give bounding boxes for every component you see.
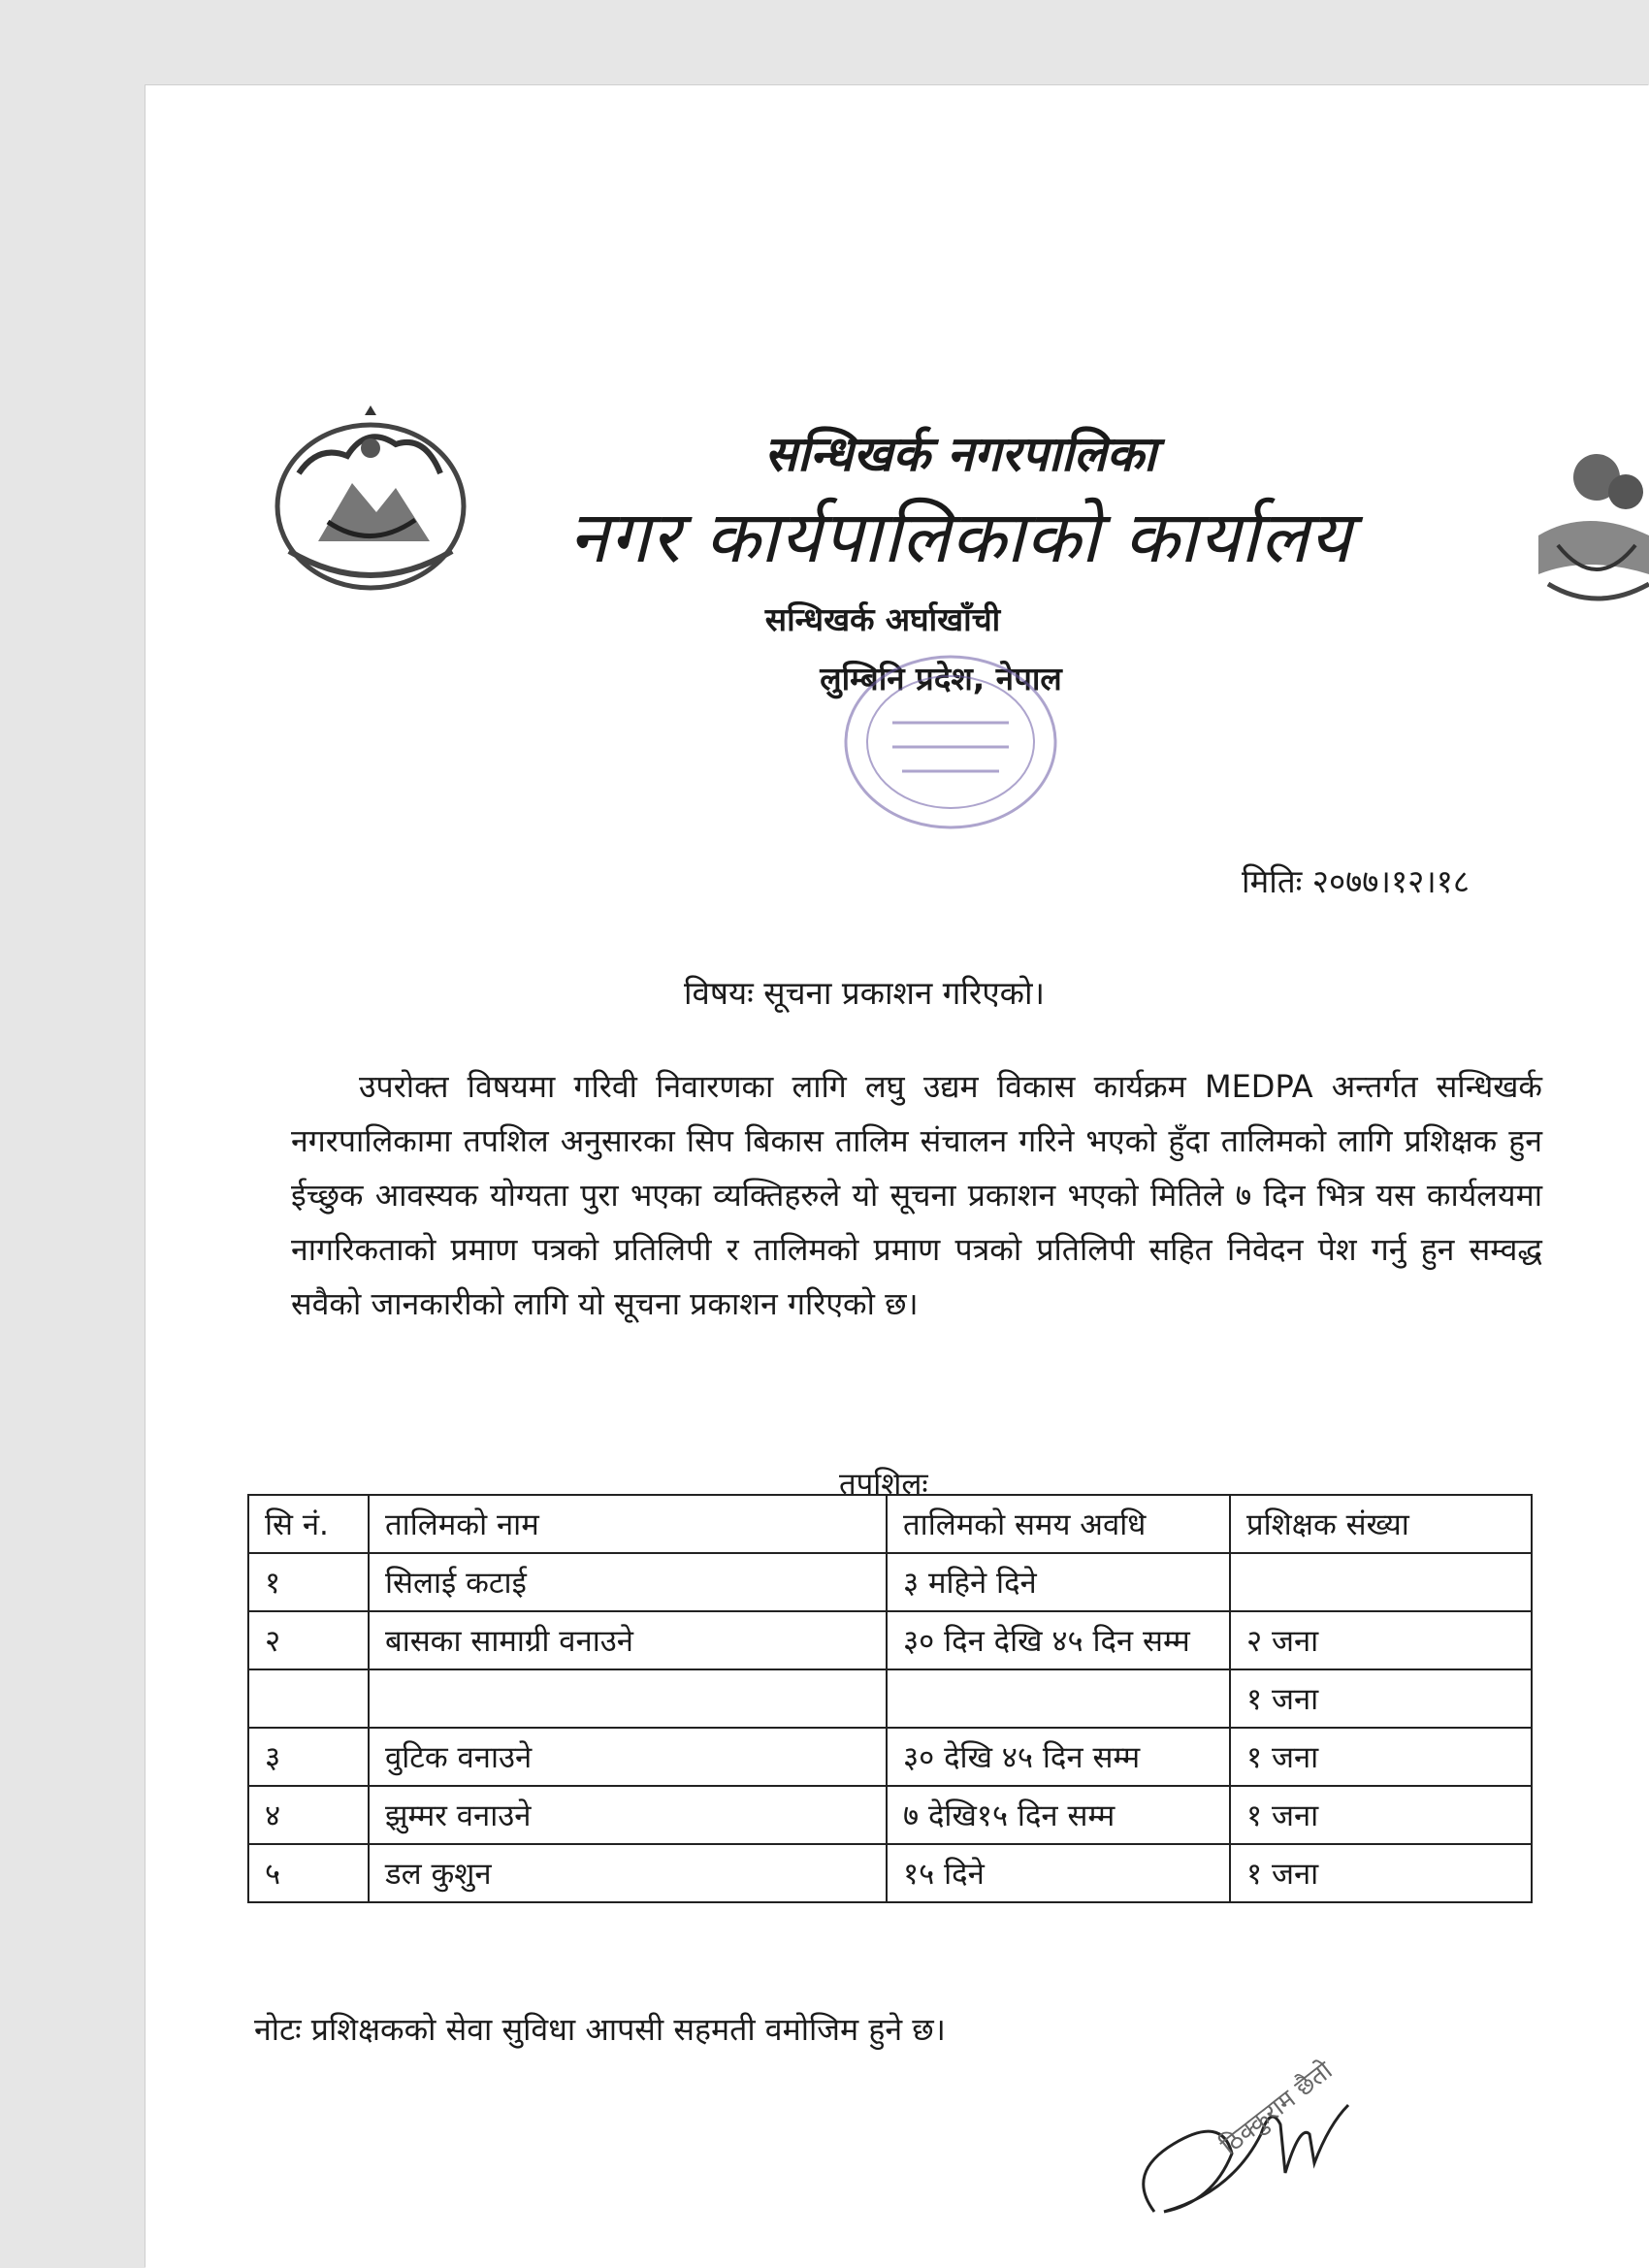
header-trainer-count: प्रशिक्षक संख्या — [1230, 1495, 1532, 1553]
notice-note: नोटः प्रशिक्षकको सेवा सुविधा आपसी सहमती वमोजिम हुने छ। — [254, 2011, 946, 2048]
trainer-count-cell: १ जना — [1230, 1728, 1532, 1786]
trainer-count-cell: १ जना — [1230, 1844, 1532, 1902]
duration-cell: १५ दिने — [887, 1844, 1230, 1902]
table-header-row — [248, 1495, 1532, 1553]
office-location: सन्धिखर्क अर्घाखाँची — [764, 600, 1001, 638]
training-name-cell: वुटिक वनाउने — [369, 1728, 887, 1786]
office-name: नगर कार्यपालिकाको कार्यालय — [568, 496, 1352, 579]
training-name-cell: डल कुशुन — [369, 1844, 887, 1902]
table-row — [248, 1728, 1532, 1786]
notice-body: उपरोक्त विषयमा गरिवी निवारणका लागि लघु उद्यम विकास कार्यक्रम MEDPA अन्तर्गत सन्धिखर्क नगरपालिकामा तपशिल अनुसारका सिप बिकास तालिम संचालन गरिने भएको हुँदा तालिमको लागि प्रशिक्षक हुन ईच्छुक आवस्यक योग्यता पुरा भएका व्यक्तिहरुले यो सूचना प्रकाशन भएको मितिले ७ दिन भित्र यस कार्यलयमा नागरिकताको प्रमाण पत्रको प्रतिलिपी र तालिमको प्रमाण पत्रको प्रतिलिपी सहित निवेदन पेश गर्नु हुन सम्वद्ध सवैको जानकारीको लागि यो सूचना प्रकाशन गरिएको छ। — [291, 1068, 1542, 1322]
trainer-count-cell: २ जना — [1230, 1611, 1532, 1669]
serial-cell: १ — [248, 1553, 369, 1611]
header-training-name: तालिमको नाम — [369, 1495, 887, 1553]
table-row — [248, 1553, 1532, 1611]
notice-date: मितिः २०७७।१२।१८ — [1242, 862, 1471, 900]
serial-cell — [248, 1669, 369, 1728]
schedule-title: तपशिलः — [839, 1467, 928, 1502]
table-row — [248, 1669, 1532, 1728]
notice-subject: विषयः सूचना प्रकाशन गरिएको। — [684, 974, 1046, 1012]
training-name-cell — [369, 1669, 887, 1728]
serial-cell: २ — [248, 1611, 369, 1669]
table-row — [248, 1844, 1532, 1902]
signature-icon — [1116, 2066, 1406, 2231]
header-serial: सि नं. — [248, 1495, 369, 1553]
header-duration: तालिमको समय अवधि — [887, 1495, 1230, 1553]
trainer-count-cell — [1230, 1553, 1532, 1611]
training-schedule-table — [247, 1494, 1533, 1903]
municipality-name: सन्धिखर्क नगरपालिका — [764, 426, 1156, 482]
duration-cell: ३० दिन देखि ४५ दिन सम्म — [887, 1611, 1230, 1669]
serial-cell: ४ — [248, 1786, 369, 1844]
office-province: लुम्बिनि प्रदेश, नेपाल — [820, 660, 1062, 697]
duration-cell — [887, 1669, 1230, 1728]
official-stamp-icon — [834, 645, 1067, 839]
trainer-count-cell: १ जना — [1230, 1669, 1532, 1728]
trainer-count-cell: १ जना — [1230, 1786, 1532, 1844]
training-name-cell: झुम्मर वनाउने — [369, 1786, 887, 1844]
serial-cell: ५ — [248, 1844, 369, 1902]
table-row — [248, 1786, 1532, 1844]
training-name-cell: बासका सामाग्री वनाउने — [369, 1611, 887, 1669]
duration-cell: ३० देखि ४५ दिन सम्म — [887, 1728, 1230, 1786]
serial-cell: ३ — [248, 1728, 369, 1786]
training-name-cell: सिलाई कटाई — [369, 1553, 887, 1611]
signer-name: ठिक्कुराम छैतो — [1215, 2056, 1339, 2161]
duration-cell: ३ महिने दिने — [887, 1553, 1230, 1611]
duration-cell: ७ देखि१५ दिन सम्म — [887, 1786, 1230, 1844]
table-row — [248, 1611, 1532, 1669]
